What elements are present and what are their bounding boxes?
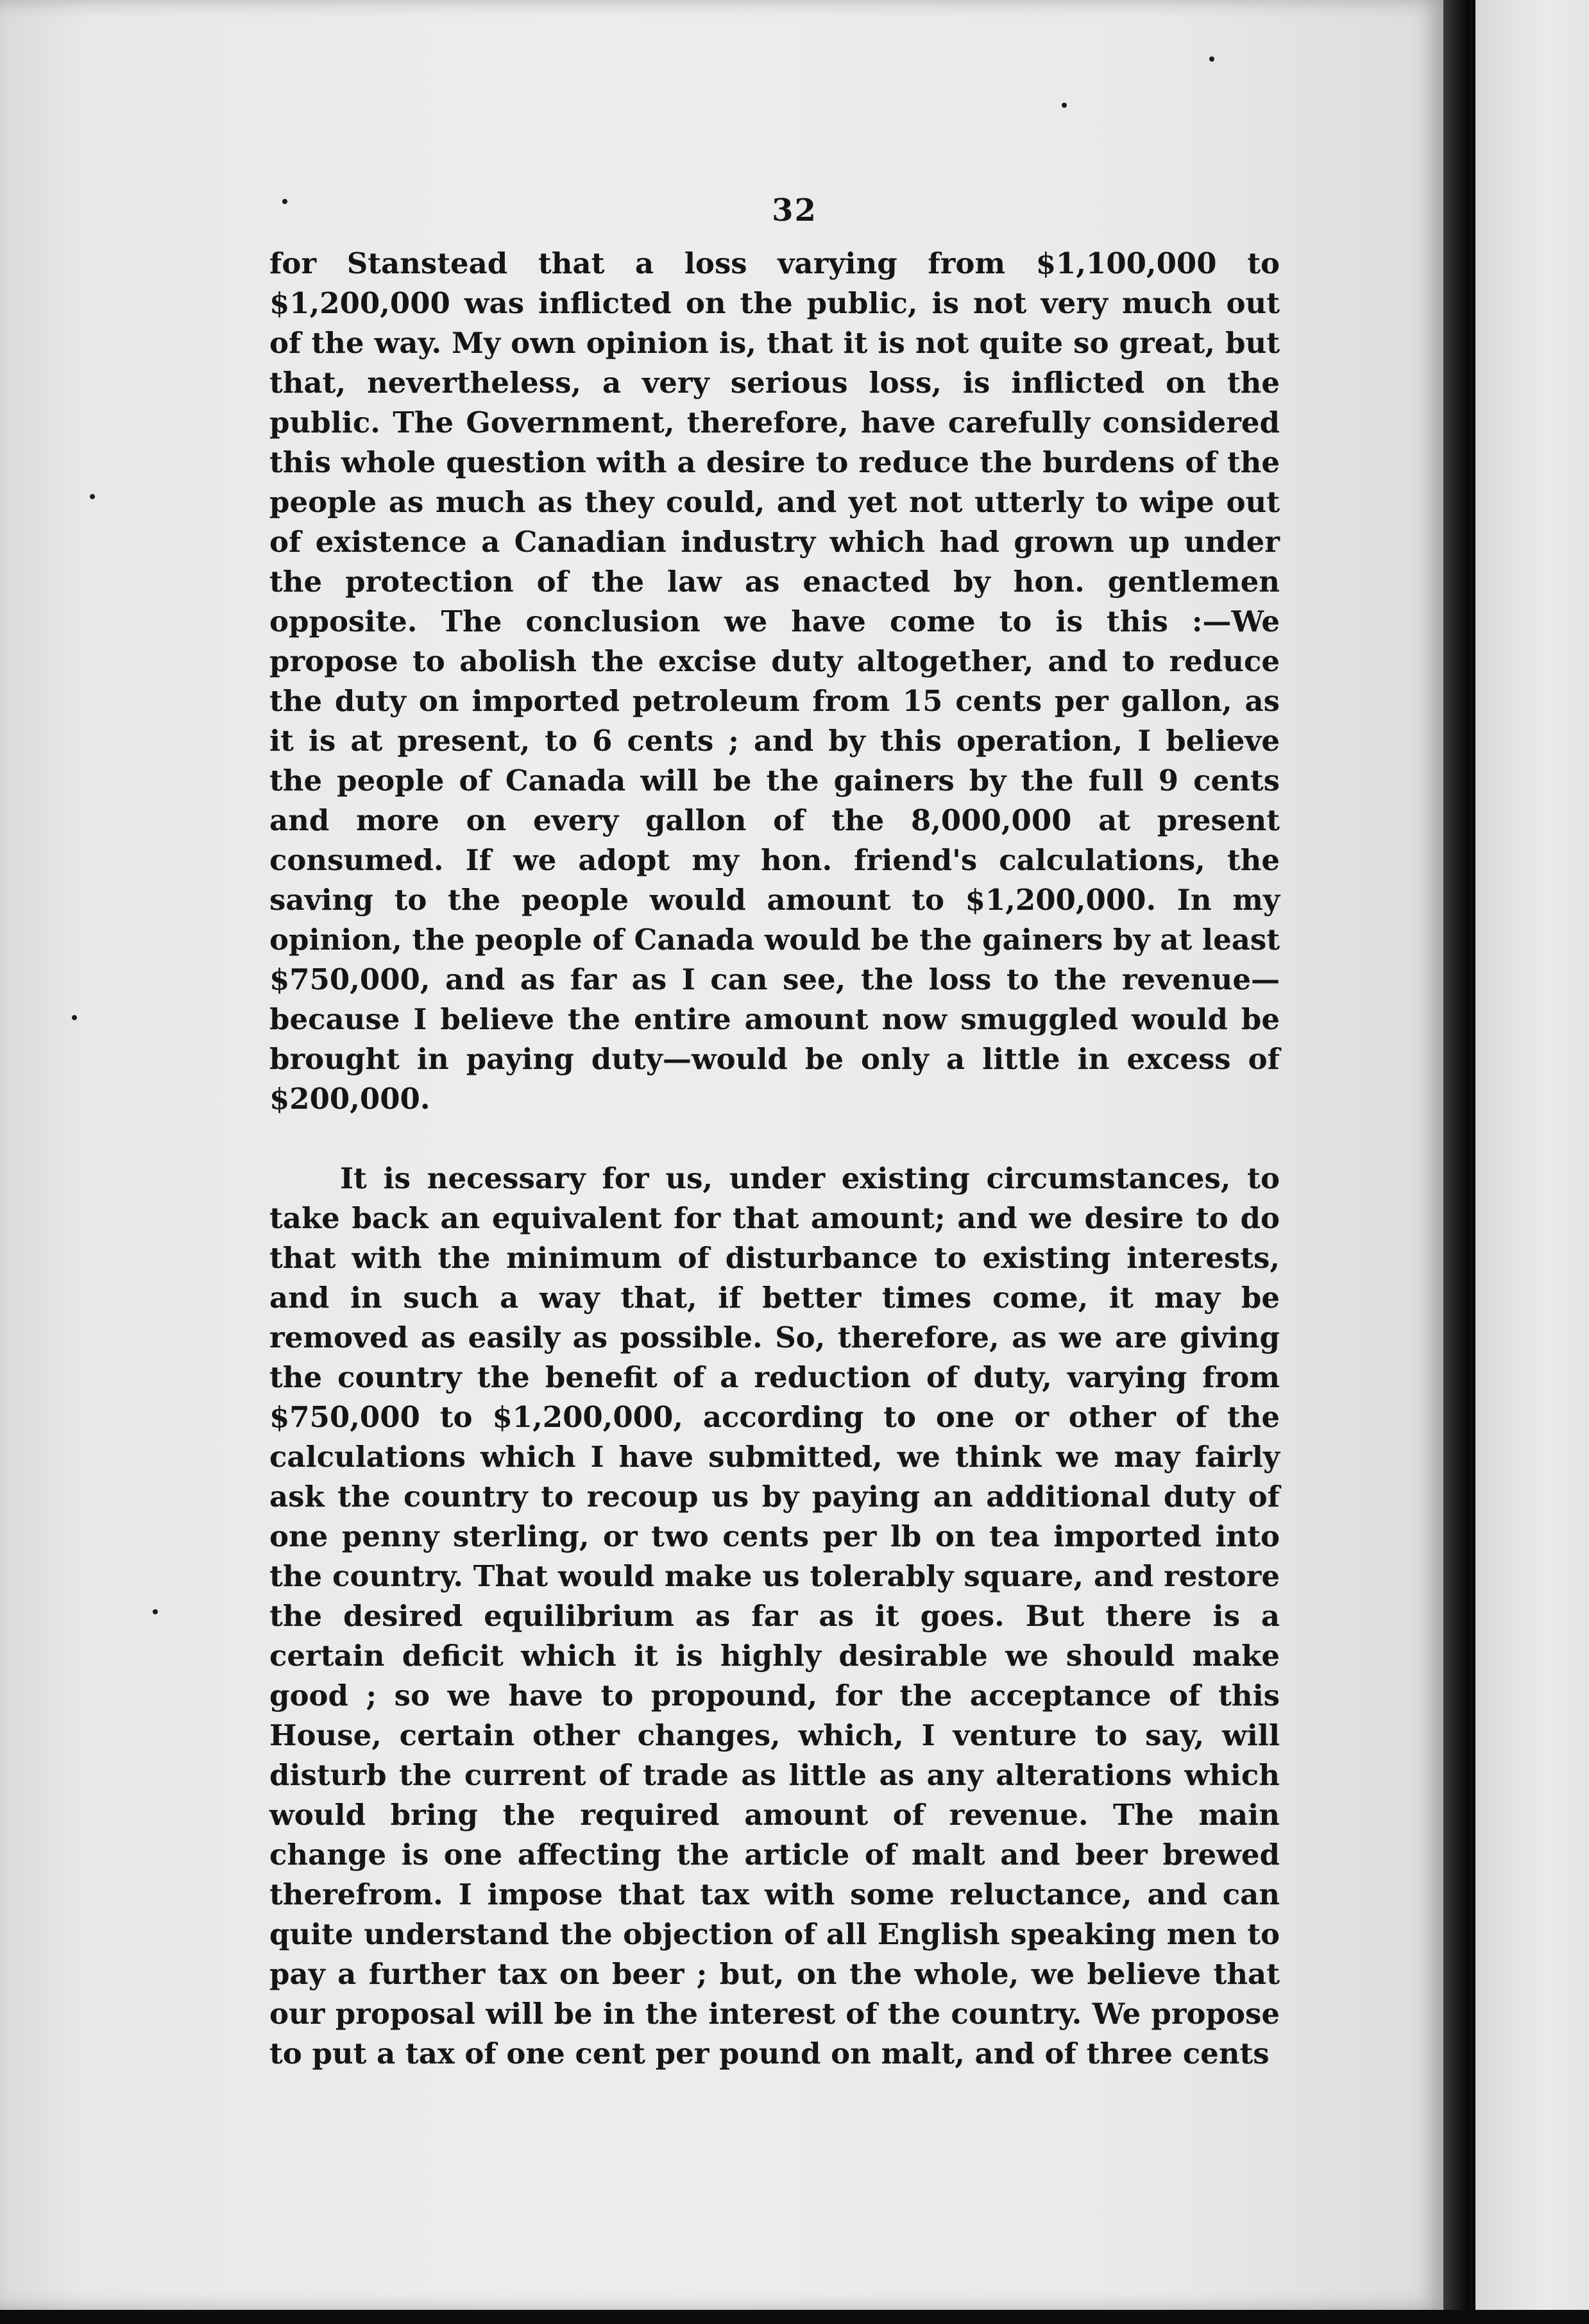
paragraph-1: for Stanstead that a loss varying from $1,100,000 to $1,200,000 was inflicted on the public, is not very much out of the way. My own opinion is, that it is not quite so great, but that, nevertheless, a very serious loss, is inflicted on the public. The Government, therefore, have carefully considered this whole question with a desire to reduce the burdens of the people as much as they could, and yet not utterly to wipe out of existence a Canadian industry which had grown up under the protection of the law as enacted by hon. gentlemen opposite. The conclusion we have come to is this :—We propose to abolish the excise duty altogether, and to reduce the duty on imported petroleum from 15 cents per gallon, as it is at present, to 6 cents ; and by this operation, I believe the people of Canada will be the gainers by the full 9 cents and more on every gallon of the 8,000,000 at present consumed. If we adopt my hon. friend's calculations, the saving to the people would amount to $1,200,000. In my opinion, the people of Canada would be the gainers by at least $750,000, and as far as I can see, the loss to the revenue—because I believe the entire amount now smuggled would be brought in paying duty—would be only a little in excess of $200,000. xyxy=(269,246,1280,1116)
body-text xyxy=(269,244,1280,2074)
scan-speck xyxy=(153,1609,158,1614)
scan-speck xyxy=(1062,103,1067,108)
page-number: 32 xyxy=(772,192,817,228)
page-gutter xyxy=(1443,0,1469,2310)
scan-speck xyxy=(1209,56,1214,62)
scan-speck xyxy=(90,494,95,499)
scan-speck xyxy=(72,1015,77,1020)
paragraph-2: It is necessary for us, under existing circumstances, to take back an equivalent for that amount; and we desire to do that with the minimum of disturbance to existing interests, and in such a way that, if better times come, it may be removed as easily as possible. So, therefore, as we are giving the country the benefit of a reduction of duty, varying from $750,000 to $1,200,000, according to one or other of the calculations which I have submitted, we think we may fairly ask the country to recoup us by paying an additional duty of one penny sterling, or two cents per lb on tea imported into the country. That would make us tolerably square, and restore the desired equilibrium as far as it goes. But there is a certain deficit which it is highly desirable we should make good ; so we have to propound, for the acceptance of this House, certain other changes, which, I venture to say, will disturb the current of trade as little as any alterations which would bring the required amount of revenue. The main change is one affecting the article of malt and beer brewed therefrom. I impose that tax with some reluctance, and can quite understand the objection of all English speaking men to pay a further tax on beer ; but, on the whole, we believe that our proposal will be in the interest of the country. We propose to put a tax of one cent per pound on malt, and of three cents xyxy=(269,1161,1280,2071)
facing-page-edge xyxy=(1475,0,1589,2310)
